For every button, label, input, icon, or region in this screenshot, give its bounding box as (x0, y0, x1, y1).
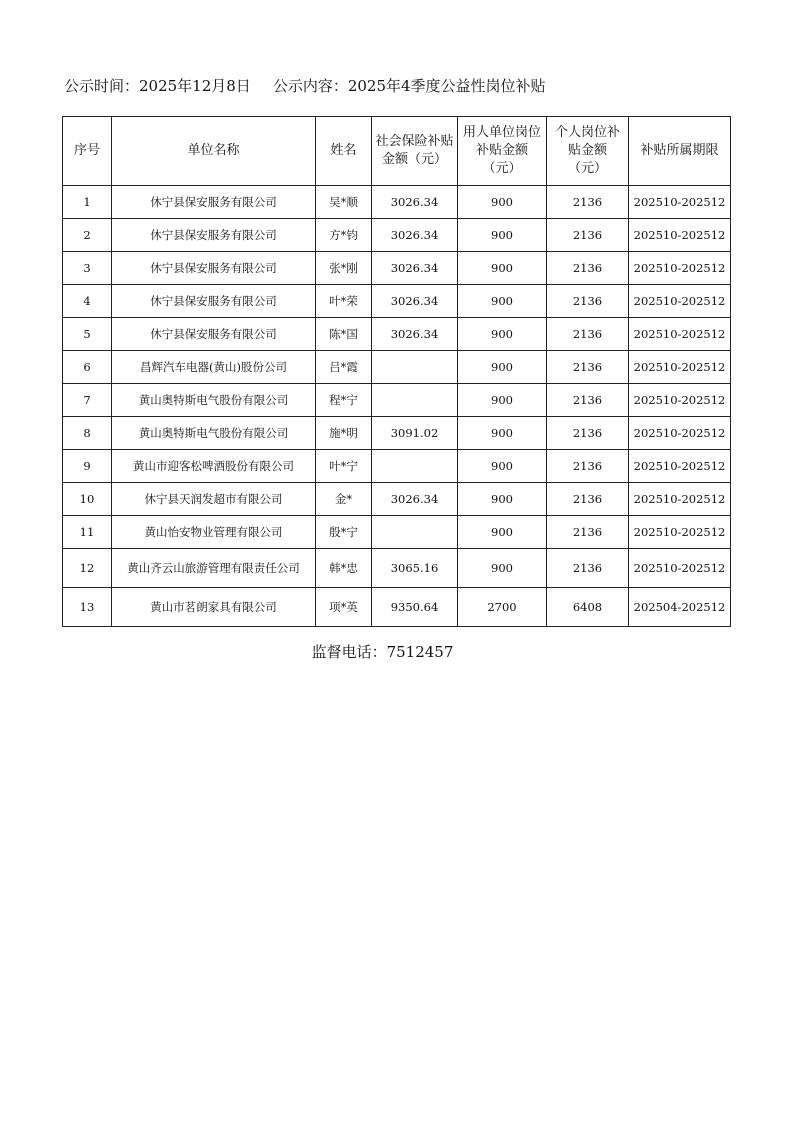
cell-seq: 6 (63, 351, 112, 384)
cell-seq: 4 (63, 285, 112, 318)
cell-employer: 900 (458, 252, 547, 285)
header-period: 补贴所属期限 (629, 117, 731, 186)
cell-employer: 900 (458, 186, 547, 219)
table-row (63, 483, 731, 516)
cell-personal: 2136 (547, 516, 629, 549)
cell-period: 202510-202512 (629, 384, 731, 417)
table-row (63, 186, 731, 219)
cell-social: 3026.34 (372, 186, 458, 219)
cell-period: 202510-202512 (629, 186, 731, 219)
cell-employer: 900 (458, 450, 547, 483)
table-row (63, 384, 731, 417)
cell-name: 张*刚 (316, 252, 372, 285)
cell-personal: 2136 (547, 252, 629, 285)
cell-unit: 休宁县保安服务有限公司 (112, 285, 316, 318)
header-seq: 序号 (63, 117, 112, 186)
cell-name: 程*宁 (316, 384, 372, 417)
cell-period: 202510-202512 (629, 252, 731, 285)
cell-period: 202504-202512 (629, 588, 731, 627)
cell-social: 3026.34 (372, 252, 458, 285)
notice-content: 公示内容：2025年4季度公益性岗位补贴 (272, 77, 546, 95)
header-personal: 个人岗位补 贴金额 （元） (547, 117, 629, 186)
cell-seq: 3 (63, 252, 112, 285)
cell-social: 3026.34 (372, 285, 458, 318)
header-unit: 单位名称 (112, 117, 316, 186)
cell-unit: 黄山齐云山旅游管理有限责任公司 (112, 549, 316, 588)
cell-name: 吕*霞 (316, 351, 372, 384)
cell-personal: 2136 (547, 384, 629, 417)
table-row (63, 252, 731, 285)
cell-period: 202510-202512 (629, 450, 731, 483)
cell-seq: 1 (63, 186, 112, 219)
subsidy-table (62, 116, 731, 627)
header-employer: 用人单位岗位 补贴金额 （元） (458, 117, 547, 186)
cell-unit: 休宁县天润发超市有限公司 (112, 483, 316, 516)
cell-unit: 黄山市茗朗家具有限公司 (112, 588, 316, 627)
cell-period: 202510-202512 (629, 285, 731, 318)
table-row (63, 285, 731, 318)
cell-employer: 900 (458, 417, 547, 450)
table-row (63, 417, 731, 450)
cell-social: 3065.16 (372, 549, 458, 588)
cell-name: 叶*宁 (316, 450, 372, 483)
cell-period: 202510-202512 (629, 516, 731, 549)
cell-seq: 10 (63, 483, 112, 516)
cell-employer: 900 (458, 384, 547, 417)
cell-seq: 12 (63, 549, 112, 588)
cell-employer: 900 (458, 351, 547, 384)
cell-social (372, 384, 458, 417)
cell-employer: 2700 (458, 588, 547, 627)
cell-social (372, 351, 458, 384)
cell-social: 3026.34 (372, 318, 458, 351)
cell-social: 3026.34 (372, 219, 458, 252)
cell-period: 202510-202512 (629, 417, 731, 450)
cell-name: 韩*忠 (316, 549, 372, 588)
cell-unit: 休宁县保安服务有限公司 (112, 252, 316, 285)
notice-heading (64, 76, 546, 96)
cell-employer: 900 (458, 516, 547, 549)
cell-name: 陈*国 (316, 318, 372, 351)
cell-employer: 900 (458, 285, 547, 318)
cell-unit: 黄山奥特斯电气股份有限公司 (112, 417, 316, 450)
cell-employer: 900 (458, 318, 547, 351)
table-row (63, 219, 731, 252)
cell-personal: 2136 (547, 450, 629, 483)
cell-name: 施*明 (316, 417, 372, 450)
cell-unit: 黄山奥特斯电气股份有限公司 (112, 384, 316, 417)
header-name: 姓名 (316, 117, 372, 186)
cell-seq: 7 (63, 384, 112, 417)
cell-personal: 2136 (547, 417, 629, 450)
cell-employer: 900 (458, 483, 547, 516)
cell-unit: 休宁县保安服务有限公司 (112, 219, 316, 252)
cell-period: 202510-202512 (629, 219, 731, 252)
table-row (63, 549, 731, 588)
cell-period: 202510-202512 (629, 351, 731, 384)
cell-personal: 2136 (547, 549, 629, 588)
table-row (63, 450, 731, 483)
cell-name: 项*英 (316, 588, 372, 627)
cell-unit: 黄山市迎客松啤酒股份有限公司 (112, 450, 316, 483)
cell-seq: 13 (63, 588, 112, 627)
cell-seq: 9 (63, 450, 112, 483)
table-header-row (63, 117, 731, 186)
cell-period: 202510-202512 (629, 483, 731, 516)
cell-personal: 2136 (547, 219, 629, 252)
cell-personal: 6408 (547, 588, 629, 627)
cell-unit: 昌辉汽车电器(黄山)股份公司 (112, 351, 316, 384)
cell-seq: 8 (63, 417, 112, 450)
cell-name: 吴*顺 (316, 186, 372, 219)
cell-personal: 2136 (547, 318, 629, 351)
cell-social: 9350.64 (372, 588, 458, 627)
cell-employer: 900 (458, 219, 547, 252)
cell-period: 202510-202512 (629, 549, 731, 588)
table-row (63, 516, 731, 549)
table-row (63, 318, 731, 351)
cell-personal: 2136 (547, 285, 629, 318)
cell-personal: 2136 (547, 351, 629, 384)
cell-personal: 2136 (547, 483, 629, 516)
cell-name: 金* (316, 483, 372, 516)
cell-unit: 黄山怡安物业管理有限公司 (112, 516, 316, 549)
cell-social (372, 450, 458, 483)
header-social: 社会保险补贴 金额（元） (372, 117, 458, 186)
cell-personal: 2136 (547, 186, 629, 219)
cell-unit: 休宁县保安服务有限公司 (112, 318, 316, 351)
cell-seq: 2 (63, 219, 112, 252)
cell-name: 叶*荣 (316, 285, 372, 318)
cell-social: 3026.34 (372, 483, 458, 516)
cell-seq: 11 (63, 516, 112, 549)
supervision-phone: 监督电话：7512457 (311, 643, 454, 661)
notice-time: 公示时间：2025年12月8日 (64, 77, 251, 95)
cell-employer: 900 (458, 549, 547, 588)
cell-seq: 5 (63, 318, 112, 351)
table-row (63, 588, 731, 627)
table-row (63, 351, 731, 384)
footer (0, 642, 793, 662)
cell-period: 202510-202512 (629, 318, 731, 351)
cell-name: 方*钧 (316, 219, 372, 252)
cell-unit: 休宁县保安服务有限公司 (112, 186, 316, 219)
cell-social (372, 516, 458, 549)
cell-name: 殷*宁 (316, 516, 372, 549)
cell-social: 3091.02 (372, 417, 458, 450)
